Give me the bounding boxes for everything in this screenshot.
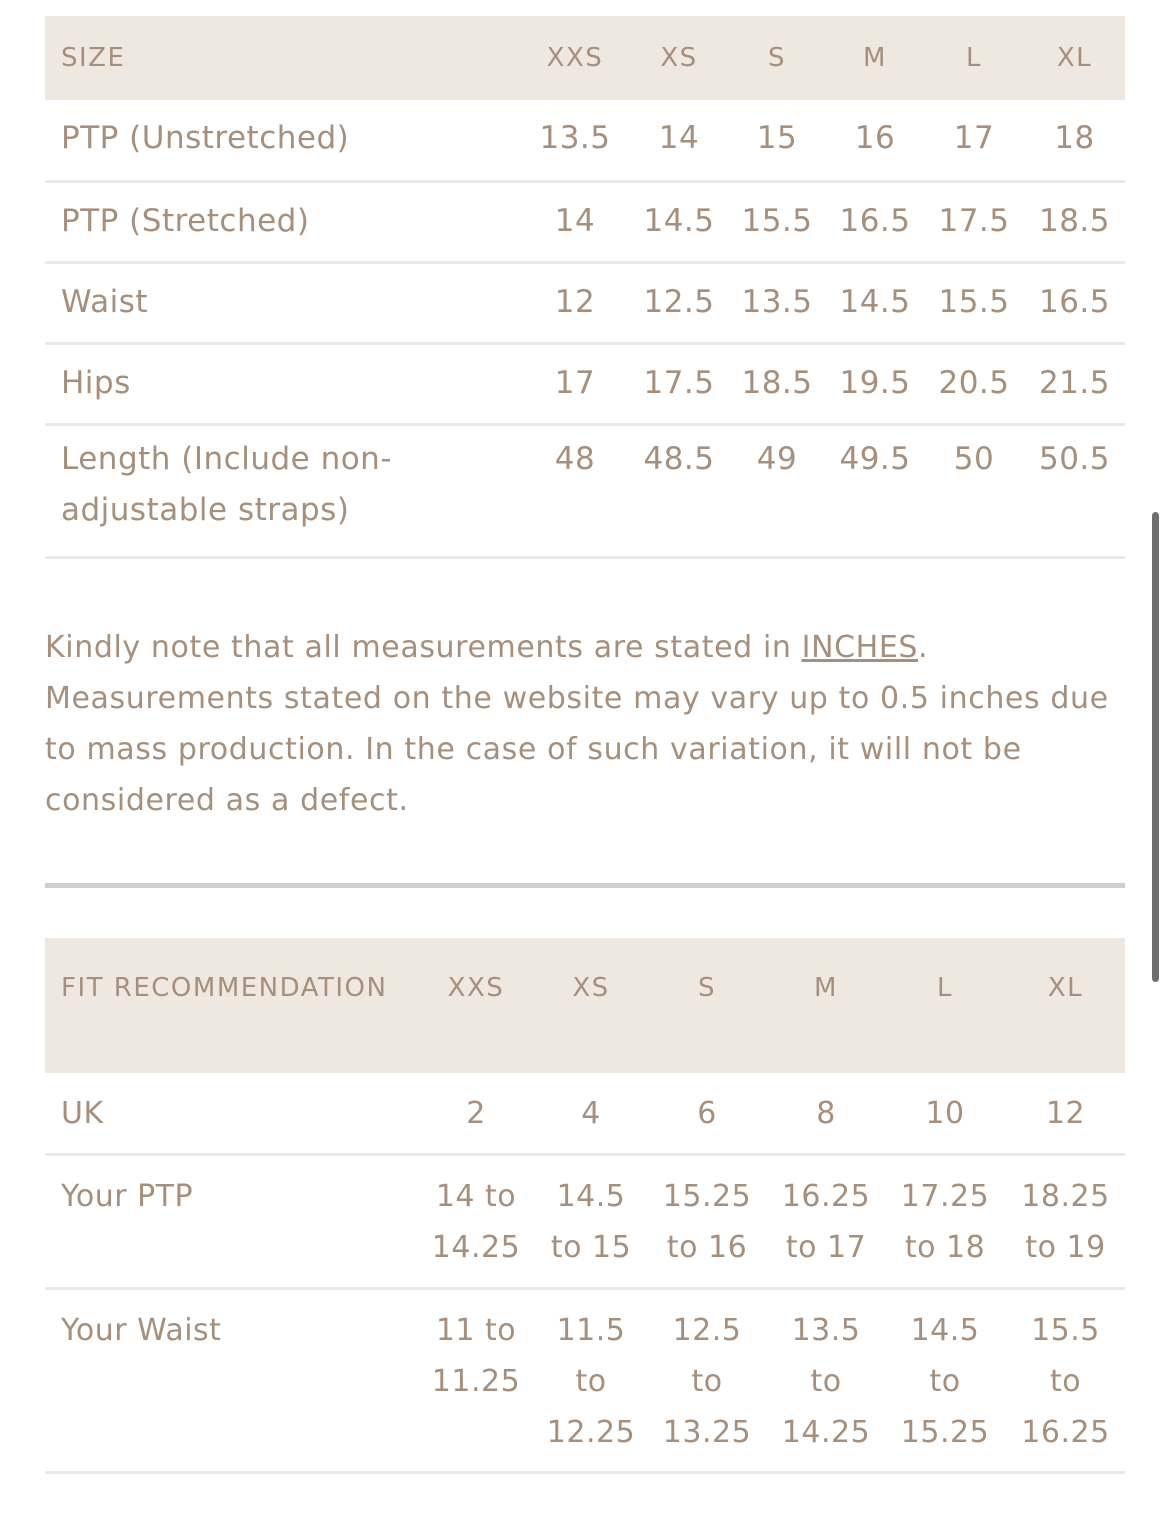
row-label: UK — [61, 1096, 104, 1131]
table-cell: 48 — [554, 440, 596, 477]
table-row — [45, 343, 1125, 424]
table-row — [45, 181, 1125, 262]
table-row — [45, 100, 1125, 181]
table-cell: 18.25 to 19 — [1021, 1178, 1110, 1265]
fit-header-xs: XS — [572, 973, 610, 1003]
table-cell: 14.5 — [643, 202, 715, 239]
size-header-m: M — [863, 43, 887, 73]
table-cell: 15.25 to 16 — [662, 1178, 752, 1265]
scrollbar[interactable] — [1152, 512, 1159, 982]
table-cell: 15.5 — [938, 283, 1010, 320]
table-cell: 12 — [554, 283, 596, 320]
note-text-after: . Measurements stated on the website may vary up to 0.5 inches due to mass production. In the case of such variation, it will not be considered as a defect. — [45, 630, 1109, 818]
table-cell: 19.5 — [839, 364, 911, 401]
table-cell: 18.5 — [1038, 202, 1111, 239]
row-label: PTP (Stretched) — [61, 202, 310, 239]
table-cell: 14.5 to 15.25 — [900, 1312, 990, 1450]
size-header-xxs: XXS — [546, 43, 604, 73]
table-cell: 17 — [953, 120, 995, 156]
size-header-xs: XS — [660, 43, 698, 73]
table-cell: 16.25 to 17 — [781, 1178, 871, 1265]
row-label: Waist — [61, 283, 149, 320]
table-cell: 13.5 to 14.25 — [781, 1312, 871, 1450]
size-header-xl: XL — [1056, 43, 1093, 73]
table-cell: 15.5 to 16.25 — [1021, 1312, 1110, 1450]
table-cell: 20.5 — [938, 364, 1010, 401]
table-cell: 21.5 — [1038, 364, 1111, 401]
fit-header-xl: XL — [1047, 973, 1084, 1003]
table-cell: 11.5 to 12.25 — [546, 1312, 636, 1450]
table-cell: 18.5 — [741, 364, 813, 401]
table-cell: 18 — [1054, 120, 1095, 156]
size-header-label: SIZE — [61, 43, 126, 73]
row-label: Length (Include non-adjustable straps) — [61, 440, 393, 528]
table-cell: 15.5 — [741, 202, 813, 239]
table-row — [45, 424, 1125, 557]
measurement-note — [45, 622, 1130, 826]
table-cell: 14 — [658, 120, 700, 156]
section-divider — [45, 883, 1125, 888]
table-cell: 17.5 — [643, 364, 715, 401]
fit-header-xxs: XXS — [447, 973, 505, 1003]
table-cell: 12 — [1045, 1096, 1086, 1131]
table-cell: 15 — [756, 120, 798, 156]
size-header-row — [45, 16, 1125, 100]
table-cell: 12.5 to 13.25 — [662, 1312, 752, 1450]
table-cell: 14 to 14.25 — [431, 1178, 521, 1265]
table-cell: 16.5 — [839, 202, 911, 239]
table-row — [45, 1288, 1125, 1472]
fit-header-m: M — [814, 973, 838, 1003]
table-cell: 6 — [697, 1096, 717, 1131]
table-row — [45, 1154, 1125, 1288]
table-cell: 13.5 — [741, 283, 813, 320]
row-label: PTP (Unstretched) — [61, 120, 350, 156]
table-cell: 48.5 — [643, 440, 715, 477]
table-row — [45, 262, 1125, 343]
size-header-l: L — [966, 43, 982, 73]
table-cell: 16 — [854, 120, 896, 156]
table-cell: 49.5 — [839, 440, 911, 477]
row-label: Your PTP — [61, 1178, 194, 1214]
fit-header-l: L — [937, 973, 953, 1003]
inches-link[interactable]: INCHES — [801, 630, 919, 665]
row-label: Hips — [61, 364, 131, 401]
table-cell: 49 — [756, 440, 798, 477]
table-cell: 14.5 to 15 — [550, 1178, 632, 1265]
row-label: Your Waist — [61, 1312, 222, 1348]
note-text-before: Kindly note that all measurements are stated in — [45, 630, 802, 665]
size-header-s: S — [767, 43, 786, 73]
table-cell: 17.25 to 18 — [900, 1178, 990, 1265]
table-cell: 50.5 — [1038, 440, 1111, 477]
fit-header-row — [45, 938, 1125, 1073]
table-cell: 17 — [554, 364, 596, 401]
table-cell: 12.5 — [643, 283, 715, 320]
table-cell: 4 — [581, 1096, 601, 1131]
size-chart-table — [45, 16, 1125, 559]
table-cell: 16.5 — [1038, 283, 1111, 320]
table-cell: 11 to 11.25 — [431, 1312, 521, 1399]
table-row — [45, 1073, 1125, 1154]
fit-header-s: S — [697, 973, 716, 1003]
table-cell: 2 — [466, 1096, 486, 1131]
table-cell: 14 — [554, 202, 596, 239]
table-cell: 13.5 — [539, 120, 611, 156]
table-cell: 17.5 — [938, 202, 1010, 239]
table-cell: 14.5 — [839, 283, 911, 320]
table-cell: 50 — [953, 440, 995, 477]
fit-recommendation-table — [45, 938, 1125, 1474]
table-cell: 8 — [816, 1096, 836, 1131]
table-cell: 10 — [925, 1096, 965, 1131]
fit-header-label: FIT RECOMMENDATION — [61, 973, 388, 1003]
